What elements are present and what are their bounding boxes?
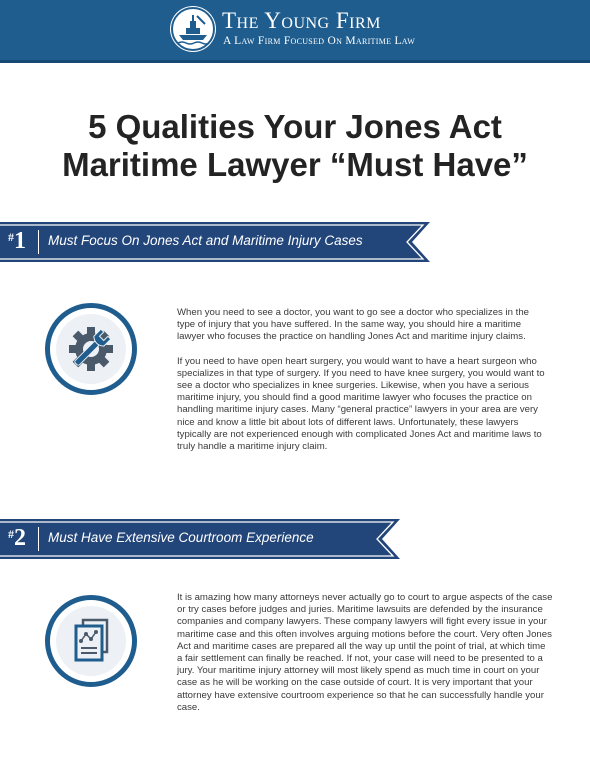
paragraph: When you need to see a doctor, you want to go see a doctor who specializes in the type of injury that you have suffered. In the same way, you should hire a maritime lawyer who focuses the practice on handling Jones Act and maritime injury claims. <box>177 307 529 343</box>
section-2-heading: Must Have Extensive Courtroom Experience <box>48 530 314 545</box>
firm-tagline: A Law Firm Focused On Maritime Law <box>223 35 416 47</box>
section-1-banner <box>0 222 430 262</box>
header-divider <box>0 60 590 63</box>
seal-logo-icon <box>170 6 216 52</box>
paragraph: It is amazing how many attorneys never actually go to court to argue aspects of the case or try cases before judges and juries. Maritime lawsuits are defended by the insurance companies and company lawyers. These company lawyers will fight every issue in your maritime case and this often involves arguing motions before the court. Very often Jones Act and maritime cases are prepared all the way up until the point of trial, at which time a fair settlement can finally be reached. If not, your case will need to be presented to a jury. Your maritime injury attorney will most likely spend as much time in court on your case as he will be working on the case outside of court. It is very important that your attorney have extensive courtroom experience so that he can successfully handle your case. <box>177 592 553 713</box>
section-2-number: #2 <box>8 525 26 551</box>
section-2-icon-badge <box>45 595 137 687</box>
section-2-banner <box>0 519 400 559</box>
page-title-line-1: 5 Qualities Your Jones Act <box>88 108 502 145</box>
gear-wrench-icon <box>56 314 126 384</box>
section-1-body <box>177 307 547 465</box>
section-1-heading: Must Focus On Jones Act and Maritime Injury Cases <box>48 233 363 248</box>
section-2-body <box>177 592 553 726</box>
paragraph: If you need to have open heart surgery, you would want to have a heart surgeon who specializes in that type of surgery. If you need to have knee surgery, you would want to see a doctor who specializes in knee surgeries. Likewise, when you have a serious maritime injury, you should find a good maritime lawyer who focuses the practice on handling maritime injury cases. Many “general practice” lawyers in your area are very nice and know a little bit about lots of different laws. Unfortunately, these lawyers typically are not experienced enough with complicated Jones Act and maritime laws to truly handle a maritime injury claim. <box>177 355 545 453</box>
firm-header <box>0 0 590 60</box>
section-1-number: #1 <box>8 228 26 254</box>
banner-separator <box>38 527 39 551</box>
document-chart-icon <box>56 606 126 676</box>
firm-name: The Young Firm <box>222 8 381 33</box>
section-1-icon-badge <box>45 303 137 395</box>
page-title-line-2: Maritime Lawyer “Must Have” <box>62 146 528 183</box>
banner-separator <box>38 230 39 254</box>
